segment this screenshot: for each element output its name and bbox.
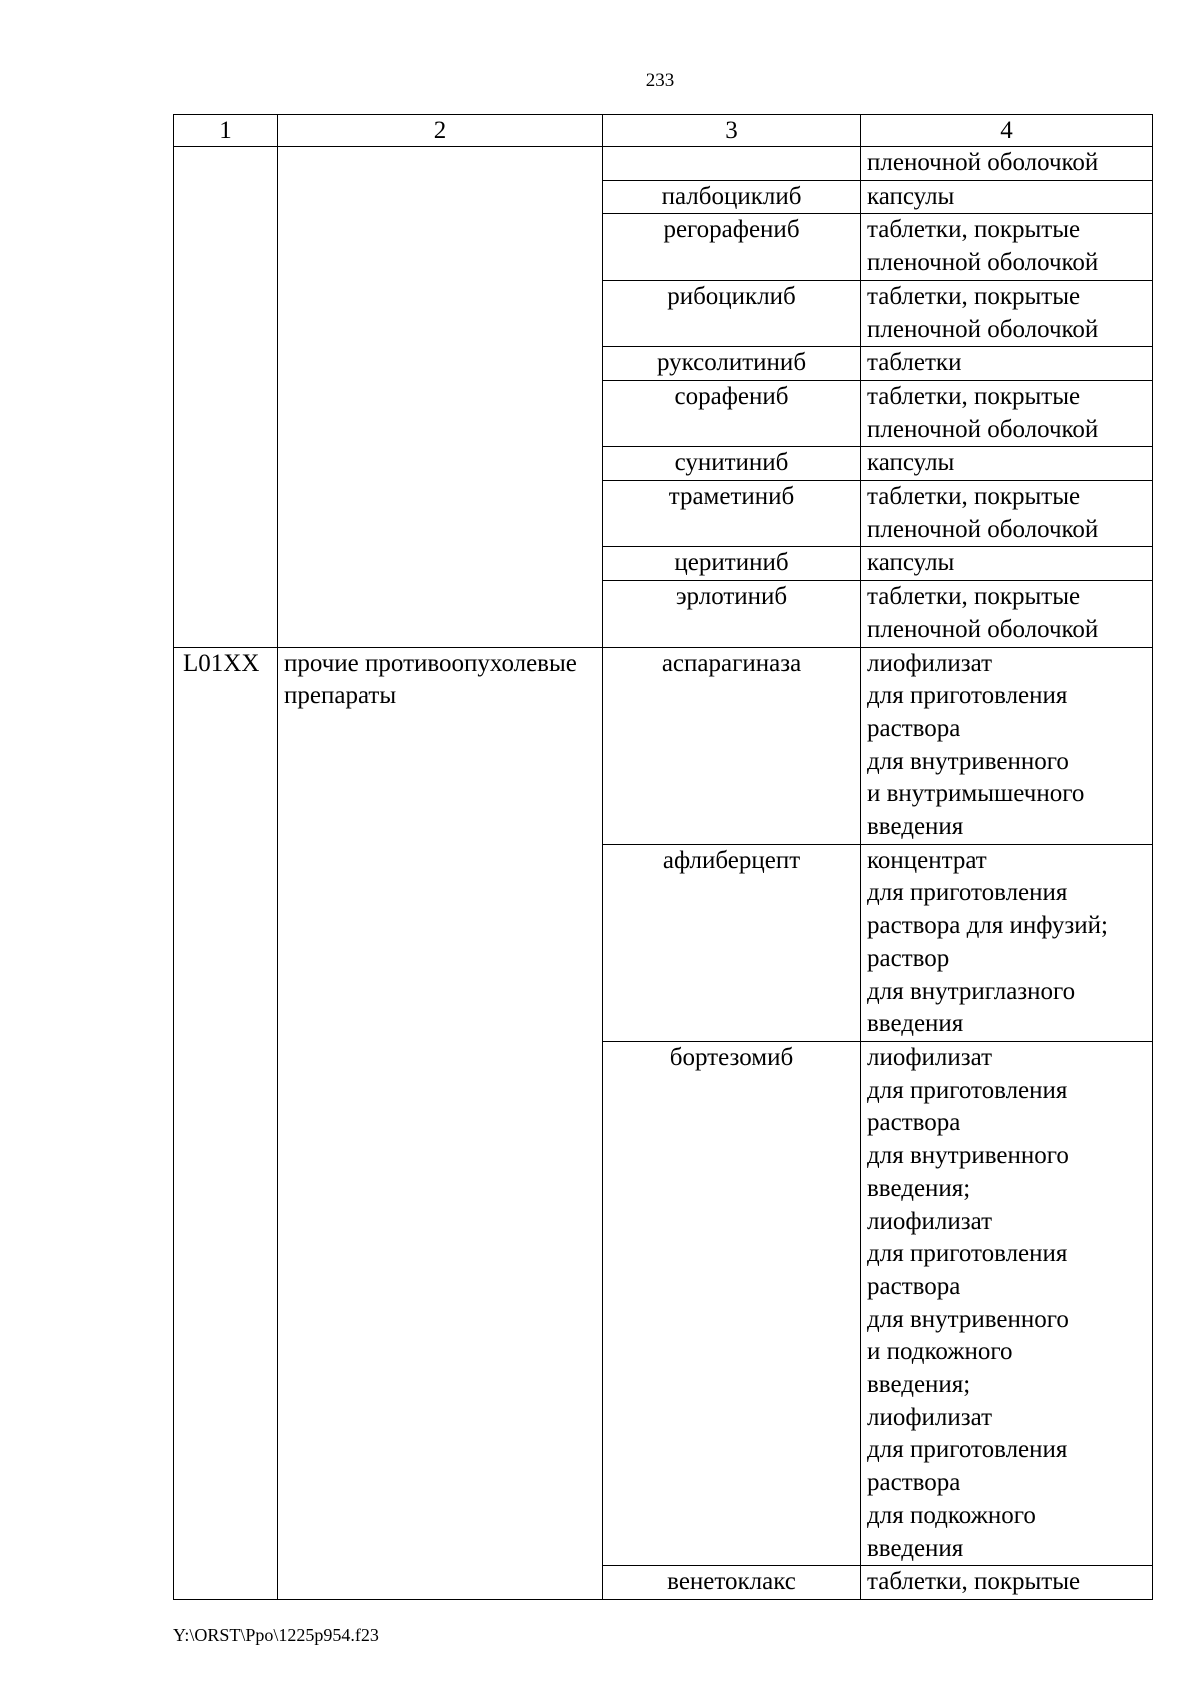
dosage-form-cell: концентрат для приготовления раствора для инфузий; раствор для внутриглазного введения <box>861 844 1153 1041</box>
column-header: 2 <box>278 115 603 147</box>
drug-name-cell: бортезомиб <box>603 1041 861 1565</box>
drug-name-cell: палбоциклиб <box>603 180 861 214</box>
dosage-form-cell: таблетки, покрытые пленочной оболочкой <box>861 581 1153 647</box>
table-row <box>174 647 1153 844</box>
column-header: 3 <box>603 115 861 147</box>
dosage-form-cell: капсулы <box>861 447 1153 481</box>
dosage-form-cell: таблетки, покрытые <box>861 1566 1153 1600</box>
drug-name-cell <box>603 147 861 181</box>
drug-name-cell: сунитиниб <box>603 447 861 481</box>
drug-name-cell: эрлотиниб <box>603 581 861 647</box>
column-header: 1 <box>174 115 278 147</box>
column-header: 4 <box>861 115 1153 147</box>
drug-name-cell: руксолитиниб <box>603 347 861 381</box>
dosage-form-cell: капсулы <box>861 547 1153 581</box>
drug-name-cell: регорафениб <box>603 214 861 280</box>
table-header-row <box>174 115 1153 147</box>
group-name-cell <box>278 147 603 648</box>
dosage-form-cell: таблетки, покрытые пленочной оболочкой <box>861 380 1153 446</box>
drug-name-cell: аспарагиназа <box>603 647 861 844</box>
dosage-form-cell: таблетки, покрытые пленочной оболочкой <box>861 214 1153 280</box>
dosage-form-cell: лиофилизат для приготовления раствора для внутривенного введения; лиофилизат для приготовления раствора для внутривенного и подкожного введения; лиофилизат для приготовления раствора для подкожного введения <box>861 1041 1153 1565</box>
footer-file-path: Y:\ORST\Ppo\1225p954.f23 <box>173 1625 379 1645</box>
page-number: 233 <box>645 70 675 91</box>
drug-name-cell: сорафениб <box>603 380 861 446</box>
drug-table <box>173 114 1153 1600</box>
dosage-form-cell: таблетки <box>861 347 1153 381</box>
drug-name-cell: церитиниб <box>603 547 861 581</box>
dosage-form-cell: таблетки, покрытые пленочной оболочкой <box>861 481 1153 547</box>
drug-name-cell: афлиберцепт <box>603 844 861 1041</box>
dosage-form-cell: таблетки, покрытые пленочной оболочкой <box>861 280 1153 346</box>
dosage-form-cell: пленочной оболочкой <box>861 147 1153 181</box>
table-row <box>174 147 1153 181</box>
group-name-cell: прочие противоопухолевые препараты <box>278 647 603 1599</box>
atc-code-cell: L01XX <box>174 647 278 1599</box>
drug-name-cell: траметиниб <box>603 481 861 547</box>
atc-code-cell <box>174 147 278 648</box>
dosage-form-cell: лиофилизат для приготовления раствора для внутривенного и внутримышечного введения <box>861 647 1153 844</box>
dosage-form-cell: капсулы <box>861 180 1153 214</box>
drug-name-cell: рибоциклиб <box>603 280 861 346</box>
drug-name-cell: венетоклакс <box>603 1566 861 1600</box>
